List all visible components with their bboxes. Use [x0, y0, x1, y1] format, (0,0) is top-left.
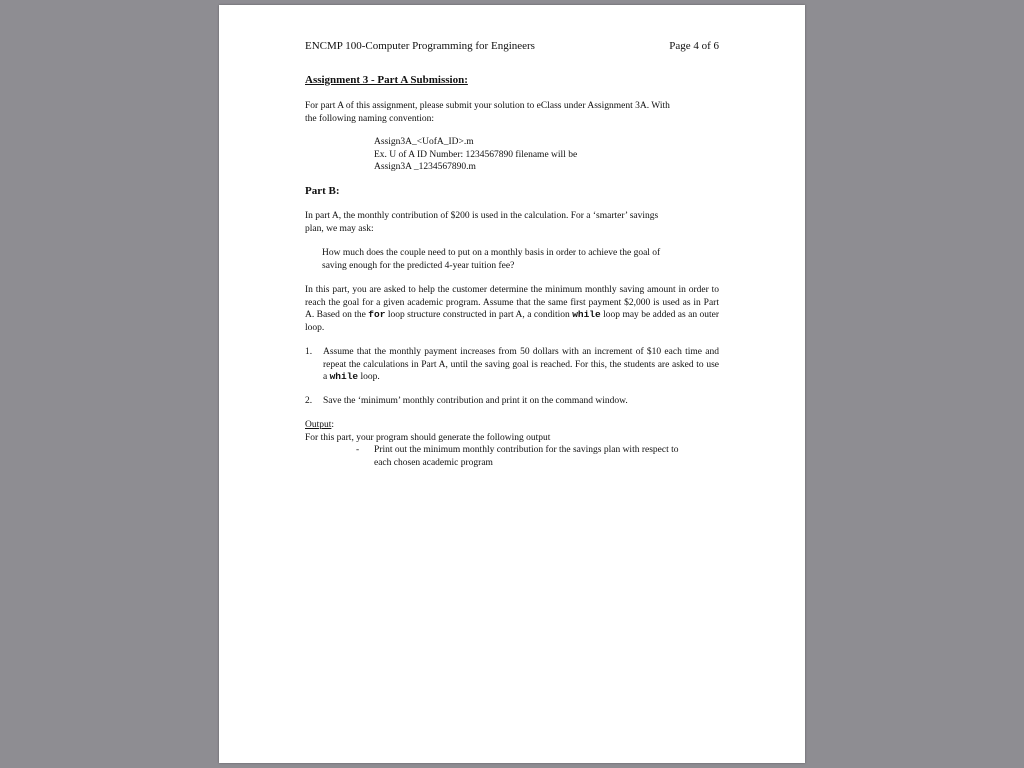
- output-intro: For this part, your program should generate the following output: [305, 432, 551, 443]
- intro-paragraph: [305, 210, 658, 235]
- output-label-line: [305, 419, 550, 432]
- task-text-3: loop may be added as an outer loop.: [305, 310, 720, 333]
- output-bullet-marker: -: [356, 445, 360, 455]
- output-bullet-line-2: each chosen academic program: [374, 457, 493, 468]
- output-label: Output: [305, 420, 332, 430]
- header-course-title: ENCMP 100-Computer Programming for Engineers: [305, 40, 535, 52]
- naming-example-filename: Assign3A _1234567890.m: [374, 162, 476, 172]
- task-paragraph: [305, 284, 719, 334]
- question-line-2: saving enough for the predicted 4-year tuition fee?: [322, 260, 515, 271]
- submission-line-1: For part A of this assignment, please submit your solution to eClass under Assignment 3A. With: [305, 101, 670, 111]
- list-item-text: [323, 346, 719, 384]
- submission-paragraph: [305, 100, 670, 125]
- output-section: [305, 419, 550, 444]
- for-keyword: for: [368, 309, 386, 320]
- naming-example: Ex. U of A ID Number: 1234567890 filename will be: [374, 149, 578, 160]
- naming-pattern: Assign3A_<UofA_ID>.m: [374, 137, 474, 147]
- guiding-question: [322, 247, 660, 272]
- output-bullet-line-1: Print out the minimum monthly contribution for the savings plan with respect to: [374, 445, 679, 455]
- submission-line-2: the following naming convention:: [305, 113, 435, 124]
- naming-convention-block: [374, 136, 577, 174]
- intro-line-1: In part A, the monthly contribution of $200 is used in the calculation. For a ‘smarter’ savings: [305, 211, 659, 221]
- list-item-text: Save the ‘minimum’ monthly contribution and print it on the command window.: [323, 396, 628, 406]
- list-item: [305, 395, 719, 409]
- list-item: [305, 346, 719, 386]
- list-item-number: 2.: [305, 396, 313, 406]
- list-item-text-part: loop.: [358, 372, 380, 382]
- question-line-1: How much does the couple need to put on a monthly basis in order to achieve the goal of: [322, 248, 661, 258]
- document-page: [219, 5, 805, 763]
- while-keyword: while: [329, 371, 359, 382]
- header-page-number: Page 4 of 6: [669, 40, 719, 52]
- section-title: Assignment 3 - Part A Submission:: [305, 74, 468, 86]
- list-item-number: 1.: [305, 347, 313, 357]
- output-bullet: [374, 444, 679, 469]
- output-label-colon: :: [331, 420, 335, 430]
- intro-line-2: plan, we may ask:: [305, 223, 374, 234]
- task-text-1: In this part, you are asked to help the customer determine the minimum monthly saving amount in order to reach the goal for a given academic program. Assume that the same first payment $2,000 is used as in Part A. Based on the: [305, 285, 719, 320]
- while-keyword: while: [572, 309, 601, 320]
- part-b-heading: Part B:: [305, 185, 340, 197]
- list-item-text-part: Assume that the monthly payment increases from 50 dollars with an increment of $10 each time and repeat the calculations in Part A, until the saving goal is reached. For this, the students are asked to use a: [323, 347, 719, 382]
- task-text-2: loop structure constructed in part A, a condition: [385, 310, 573, 320]
